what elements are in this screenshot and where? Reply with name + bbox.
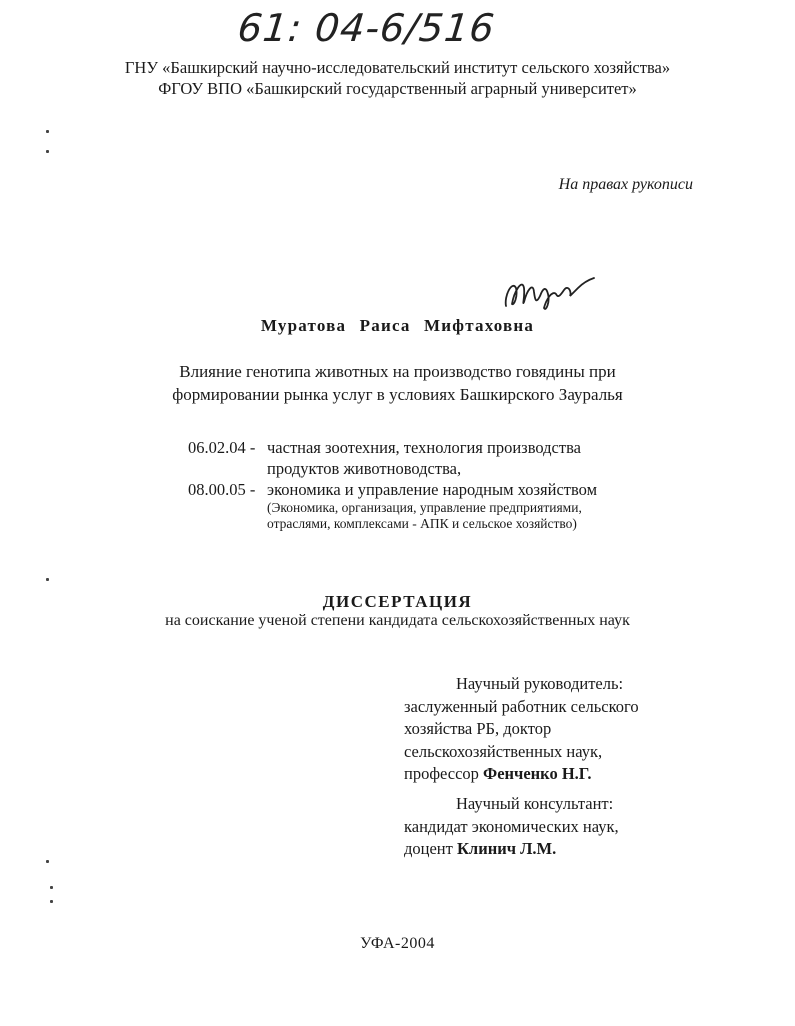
specialty-note-line-1: (Экономика, организация, управление предприятиями, — [267, 500, 582, 515]
supervisor-line-1: заслуженный работник сельского — [404, 696, 639, 716]
author-name: Муратова Раиса Мифтаховна — [260, 316, 535, 335]
supervisor-name-line — [404, 763, 639, 786]
scan-speck — [46, 860, 49, 863]
consultant-block — [404, 793, 619, 861]
archive-stamp: 61: 04-6/516 — [235, 6, 498, 50]
consultant-line-1: кандидат экономических наук, — [404, 816, 619, 836]
specialty-text-1-cont: продуктов животноводства, — [267, 459, 462, 478]
scan-speck — [46, 130, 49, 133]
institution-line-1: ГНУ «Башкирский научно-исследовательский институт сельского хозяйства» — [124, 58, 671, 77]
consultant-name-line — [404, 838, 619, 861]
manuscript-rights-note: На правах рукописи — [558, 176, 693, 193]
supervisor-name: Фенченко Н.Г. — [483, 764, 592, 783]
dissertation-title-line-1: Влияние генотипа животных на производство говядины при — [179, 362, 616, 381]
supervisor-title: профессор — [404, 764, 479, 783]
supervisor-line-3: сельскохозяйственных наук, — [404, 741, 603, 761]
author-signature-icon — [500, 266, 600, 316]
document-type-heading: ДИССЕРТАЦИЯ — [322, 592, 473, 611]
specialty-code-1: 06.02.04 - — [188, 438, 256, 457]
supervisor-heading: Научный руководитель: — [456, 674, 624, 693]
consultant-heading: Научный консультант: — [456, 794, 614, 813]
specialty-note-line-2: отраслями, комплексами - АПК и сельское хозяйство) — [267, 516, 577, 531]
scan-speck — [50, 886, 53, 889]
scan-speck — [50, 900, 53, 903]
specialty-text-1: частная зоотехния, технология производства — [267, 438, 581, 457]
supervisor-block — [404, 673, 639, 786]
supervisor-line-2: хозяйства РБ, доктор — [404, 719, 552, 738]
degree-line: на соискание ученой степени кандидата сельскохозяйственных наук — [165, 612, 630, 629]
specialty-text-2: экономика и управление народным хозяйством — [267, 480, 598, 499]
institution-line-2: ФГОУ ВПО «Башкирский государственный аграрный университет» — [158, 79, 637, 98]
scan-speck — [46, 150, 49, 153]
consultant-title: доцент — [404, 839, 453, 858]
specialty-code-2: 08.00.05 - — [188, 480, 256, 499]
dissertation-title-line-2: формировании рынка услуг в условиях Башкирского Зауралья — [172, 385, 623, 404]
place-year: УФА-2004 — [360, 935, 435, 952]
consultant-name: Клинич Л.М. — [456, 839, 557, 858]
scan-speck — [46, 578, 49, 581]
